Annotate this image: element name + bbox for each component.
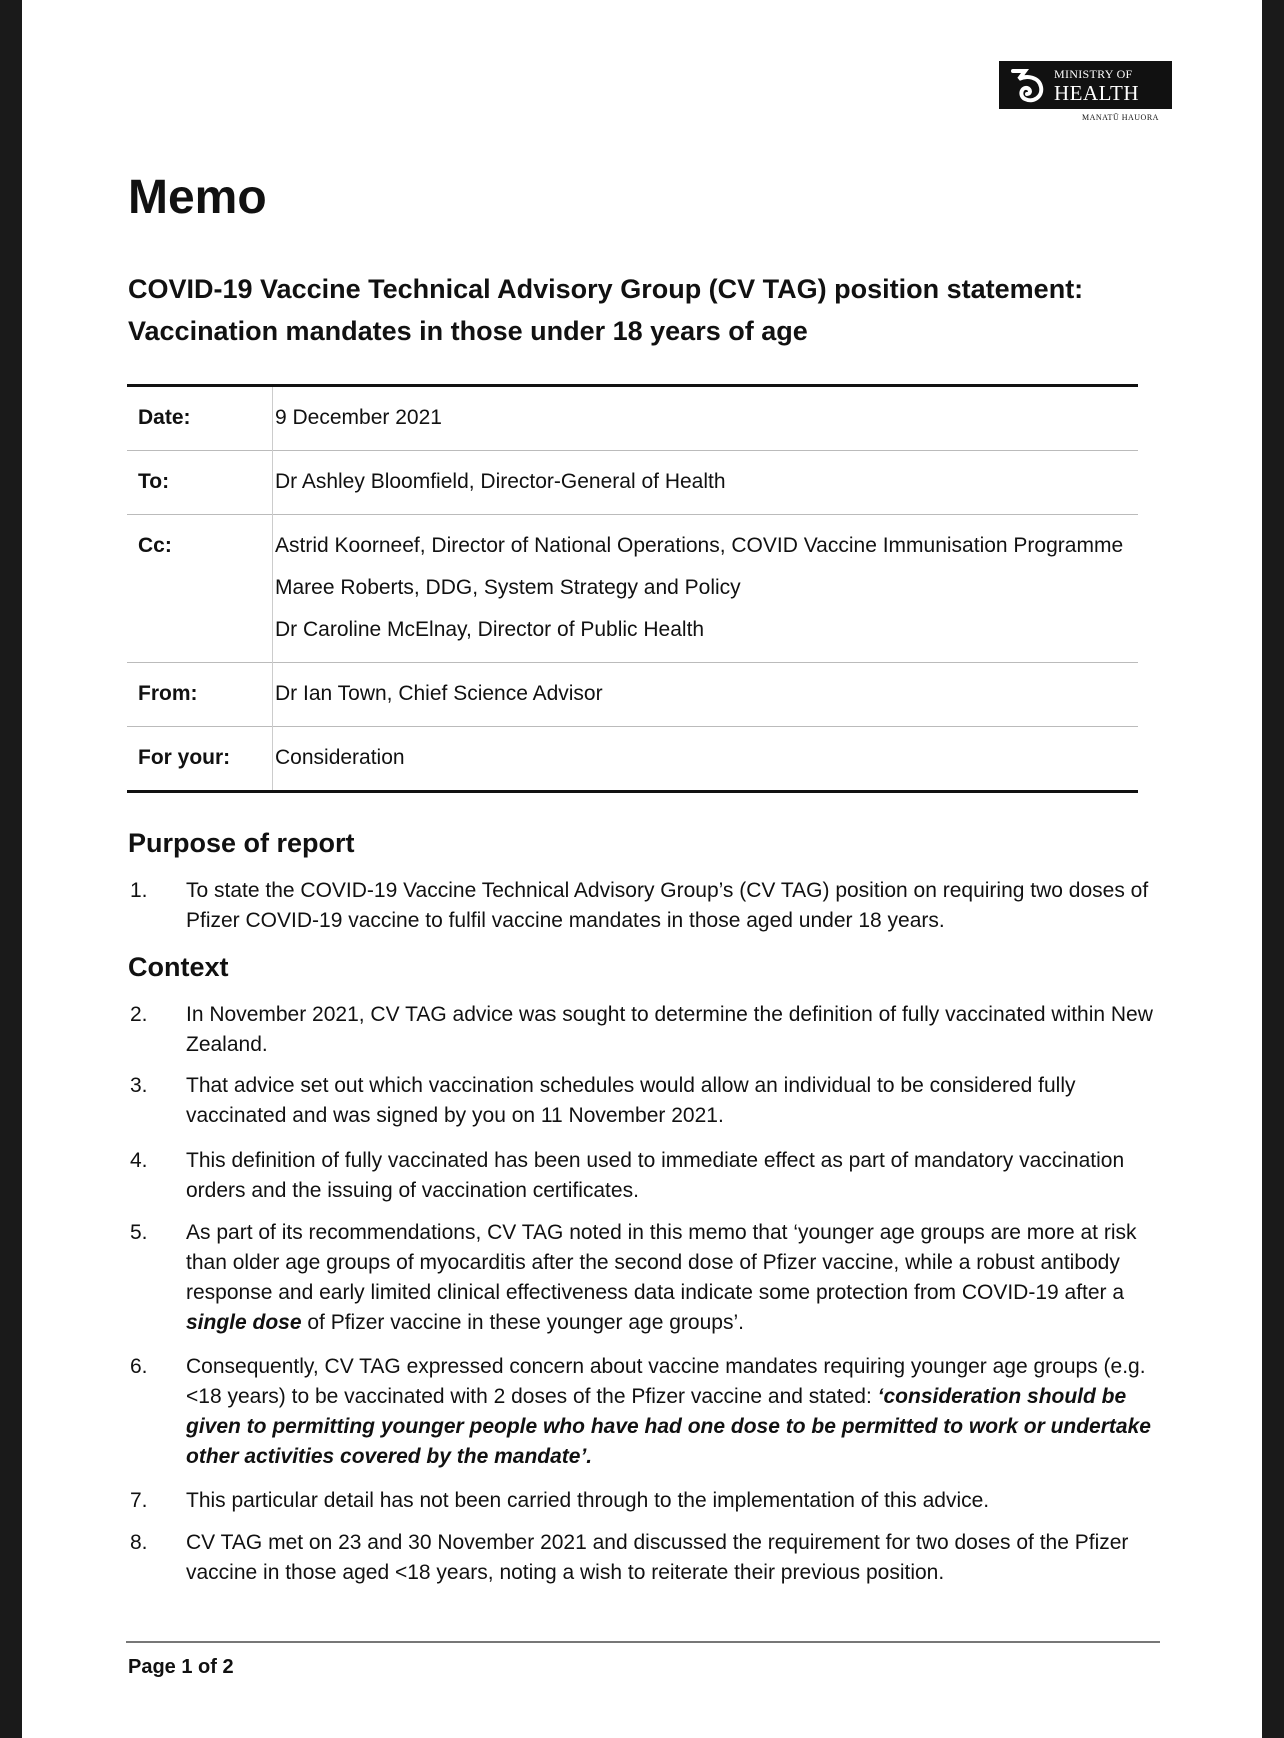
- logo-line2: HEALTH: [1054, 81, 1140, 105]
- item-number: 4.: [130, 1149, 148, 1172]
- from-label: From:: [138, 682, 198, 705]
- meta-row-to: [127, 450, 1138, 514]
- to-label: To:: [138, 470, 170, 493]
- item-number: 2.: [130, 1003, 148, 1026]
- meta-rule-bottom: [127, 790, 1138, 793]
- item-text: [186, 1218, 1168, 1338]
- item-number: 3.: [130, 1074, 148, 1097]
- from-value: Dr Ian Town, Chief Science Advisor: [275, 682, 603, 705]
- date-label: Date:: [138, 406, 191, 429]
- item-text-part: As part of its recommendations, CV TAG noted in this memo that ‘younger age groups are more at risk than older age groups of myocarditis after the second dose of Pfizer vaccine, while a robust antibody response and early limited clinical effectiveness data indicate some protection from COVID-19 after a: [186, 1221, 1137, 1304]
- list-item: [128, 1071, 1168, 1131]
- page-number: Page 1 of 2: [128, 1656, 234, 1678]
- item-number: 6.: [130, 1355, 148, 1378]
- item-text: To state the COVID-19 Vaccine Technical Advisory Group’s (CV TAG) position on requiring two doses of Pfizer COVID-19 vaccine to fulfil vaccine mandates in those aged under 18 years.: [186, 879, 1149, 932]
- meta-row-cc: [127, 514, 1138, 662]
- ministry-of-health-logo: [999, 61, 1172, 123]
- item-text: This particular detail has not been carried through to the implementation of this advice.: [186, 1489, 990, 1512]
- list-item: [128, 876, 1168, 936]
- meta-row-date: [127, 387, 1138, 450]
- purpose-heading: Purpose of report: [128, 828, 355, 858]
- item-text: That advice set out which vaccination schedules would allow an individual to be considered fully vaccinated and was signed by you on 11 November 2021.: [186, 1074, 1076, 1127]
- context-heading: Context: [128, 952, 229, 982]
- item-text: In November 2021, CV TAG advice was sought to determine the definition of fully vaccinated within New Zealand.: [186, 1003, 1153, 1056]
- item-text: [186, 1352, 1168, 1472]
- list-item: [128, 1352, 1168, 1472]
- meta-row-from: [127, 662, 1138, 726]
- memo-title: Memo: [128, 171, 267, 224]
- item-text-emphasis: ‘consideration should be given to permitting younger people who have had one dose to be permitted to work or undertake other activities covered by the mandate’.: [186, 1385, 1151, 1468]
- list-item: [128, 1000, 1168, 1060]
- date-value: 9 December 2021: [275, 406, 442, 429]
- meta-row-for-your: [127, 726, 1138, 790]
- to-value: Dr Ashley Bloomfield, Director-General of Health: [275, 470, 726, 493]
- item-text-emphasis: single dose: [186, 1311, 302, 1334]
- for-your-label: For your:: [138, 746, 231, 769]
- logo-line3: MANATŪ HAUORA: [1082, 113, 1159, 122]
- for-your-value: Consideration: [275, 746, 405, 769]
- item-text: This definition of fully vaccinated has been used to immediate effect as part of mandatory vaccination orders and the issuing of vaccination certificates.: [186, 1149, 1125, 1202]
- logo-line1: MINISTRY OF: [1054, 67, 1133, 81]
- cc-value: Astrid Koorneef, Director of National Operations, COVID Vaccine Immunisation Programme: [275, 534, 1124, 557]
- meta-column-divider: [272, 387, 273, 790]
- item-number: 5.: [130, 1221, 148, 1244]
- cc-values: [275, 531, 1138, 645]
- cc-value: Maree Roberts, DDG, System Strategy and Policy: [275, 576, 741, 599]
- koru-icon: [1005, 65, 1049, 105]
- list-item: [128, 1146, 1168, 1206]
- document-page: [22, 0, 1262, 1738]
- item-number: 7.: [130, 1489, 148, 1512]
- item-number: 1.: [130, 879, 148, 902]
- cc-value: Dr Caroline McElnay, Director of Public Health: [275, 618, 705, 641]
- memo-meta-table: [127, 384, 1138, 793]
- memo-subject: COVID-19 Vaccine Technical Advisory Group (CV TAG) position statement: Vaccination mandates in those under 18 years of age: [128, 274, 1084, 346]
- footer-rule: [126, 1641, 1160, 1643]
- cc-label: Cc:: [138, 534, 172, 557]
- item-text: CV TAG met on 23 and 30 November 2021 and discussed the requirement for two doses of the Pfizer vaccine in those aged <18 years, noting a wish to reiterate their previous position.: [186, 1531, 1129, 1584]
- item-number: 8.: [130, 1531, 148, 1554]
- logo-box: [999, 61, 1172, 109]
- item-text-part: of Pfizer vaccine in these younger age groups’.: [301, 1311, 744, 1334]
- item-text-part: Consequently, CV TAG expressed concern about vaccine mandates requiring younger age groups (e.g. <18 years) to be vaccinated with 2 doses of the Pfizer vaccine and stated:: [186, 1355, 1146, 1408]
- list-item: [128, 1528, 1168, 1588]
- list-item: [128, 1218, 1168, 1338]
- list-item: [128, 1486, 1168, 1516]
